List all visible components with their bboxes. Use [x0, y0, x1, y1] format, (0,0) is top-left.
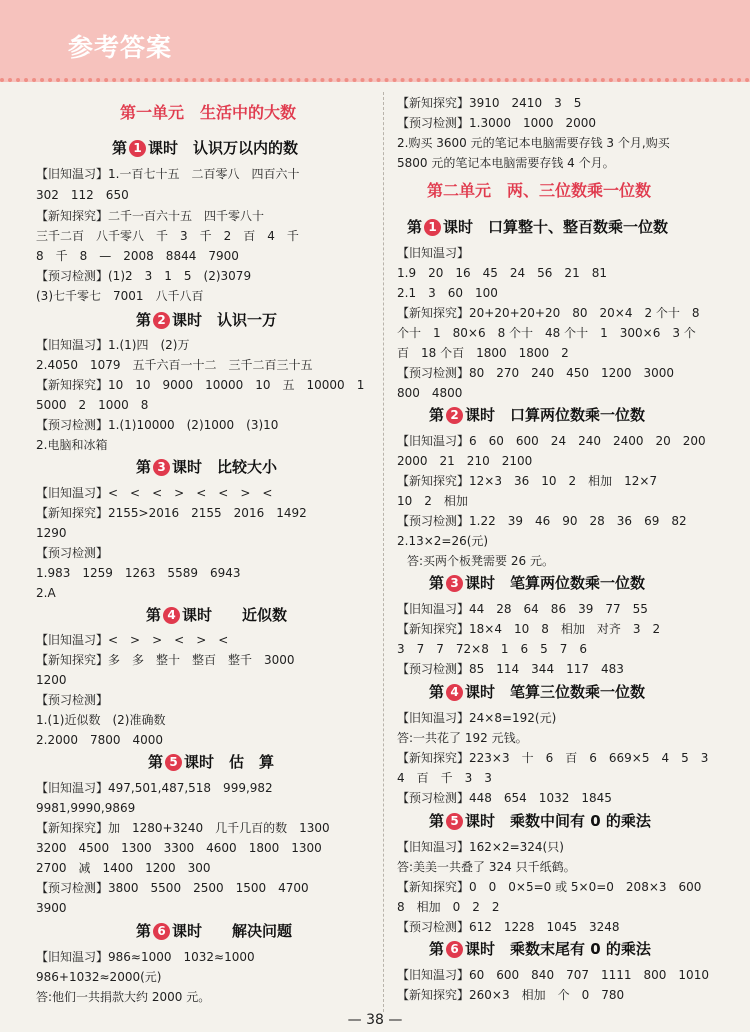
answer-line: 【新知探究】20+20+20+20 80 20×4 2 个十 8 [397, 306, 700, 320]
answer-line: 1200 [36, 673, 67, 687]
answer-line: 【新知探究】12×3 36 10 2 相加 12×7 [397, 474, 658, 488]
answer-line: 【旧知温习】60 600 840 707 1111 800 1010 [397, 968, 709, 982]
answer-line: 5000 2 1000 8 [36, 398, 149, 412]
page-title: 参考答案 [68, 33, 173, 62]
answer-line: 【旧知温习】24×8=192(元) [397, 711, 557, 725]
answer-line: 【旧知温习】986≈1000 1032≈1000 [36, 950, 255, 964]
lesson-number-badge: 2 [446, 407, 463, 424]
answer-line: 个十 1 80×6 8 个十 48 个十 1 300×6 3 个 [397, 326, 696, 340]
lesson-number-badge: 5 [165, 754, 182, 771]
answer-line: 1.9 20 16 45 24 56 21 81 [397, 266, 607, 280]
answer-line: 2.4050 1079 五千六百一十二 三千二百三十五 [36, 358, 313, 372]
lesson-1-title: 第 1 课时 认识万以内的数 [112, 139, 299, 157]
answer-line: 【旧知温习】 [397, 246, 470, 260]
answer-line: 【新知探究】加 1280+3240 几千几百的数 1300 [36, 821, 330, 835]
lesson-number-badge: 3 [446, 575, 463, 592]
lesson-4-title: 第 4 课时 笔算三位数乘一位数 [429, 683, 646, 701]
answer-line: 9981,9990,9869 [36, 801, 136, 815]
lesson-6-title: 第 6 课时 解决问题 [136, 922, 293, 940]
answer-line: 【预习检测】 [36, 693, 109, 707]
answer-line: 800 4800 [397, 386, 463, 400]
answer-line: 【新知探究】260×3 相加 个 0 780 [397, 988, 625, 1002]
answer-line: 【预习检测】1.22 39 46 90 28 36 69 82 [397, 514, 687, 528]
answer-line: 【预习检测】1.3000 1000 2000 [397, 116, 597, 130]
answer-line: 1.(1)近似数 (2)准确数 [36, 713, 166, 727]
answer-line: 5800 元的笔记本电脑需要存钱 4 个月。 [397, 156, 615, 170]
answer-line: 【旧知温习】< < < > < < > < [36, 486, 273, 500]
lesson-number-badge: 1 [424, 219, 441, 236]
answer-line: 【新知探究】多 多 整十 整百 整千 3000 [36, 653, 295, 667]
lesson-3-title: 第 3 课时 笔算两位数乘一位数 [429, 574, 646, 592]
lesson-1-title: 第 1 课时 口算整十、整百数乘一位数 [407, 218, 669, 236]
answer-line: 3200 4500 1300 3300 4600 1800 1300 [36, 841, 322, 855]
answer-line: 986+1032≈2000(元) [36, 970, 162, 984]
answer-line: 【预习检测】85 114 344 117 483 [397, 662, 624, 676]
lesson-2-title: 第 2 课时 认识一万 [136, 311, 278, 329]
answer-line: 【旧知温习】1.一百七十五 二百零八 四百六十 [36, 167, 300, 181]
answer-line: 【新知探究】223×3 十 6 百 6 669×5 4 5 3 [397, 751, 709, 765]
lesson-number-badge: 3 [153, 459, 170, 476]
lesson-3-title: 第 3 课时 比较大小 [136, 458, 278, 476]
answer-line: 8 相加 0 2 2 [397, 900, 500, 914]
answer-line: 答:美美一共叠了 324 只千纸鹤。 [397, 860, 576, 874]
answer-line: 2.A [36, 586, 56, 600]
lesson-6-title: 第 6 课时 乘数末尾有 0 的乘法 [429, 940, 651, 958]
answer-line: 百 18 个百 1800 1800 2 [397, 346, 569, 360]
lesson-5-title: 第 5 课时 乘数中间有 0 的乘法 [429, 812, 651, 830]
lesson-4-title: 第 4 课时 近似数 [146, 606, 288, 624]
answer-line: 【旧知温习】< > > < > < [36, 633, 229, 647]
answer-line: 【预习检测】1.(1)10000 (2)1000 (3)10 [36, 418, 279, 432]
answer-line: 【新知探究】0 0 0×5=0 或 5×0=0 208×3 600 [397, 880, 702, 894]
answer-line: 2.电脑和冰箱 [36, 438, 108, 452]
answer-line: 答:买两个板凳需要 26 元。 [407, 554, 554, 568]
answer-line: 答:他们一共捐款大约 2000 元。 [36, 990, 211, 1004]
lesson-number-badge: 5 [446, 813, 463, 830]
unit-2-title: 第二单元 两、三位数乘一位数 [427, 181, 652, 200]
answer-line: 4 百 千 3 3 [397, 771, 492, 785]
lesson-2-title: 第 2 课时 口算两位数乘一位数 [429, 406, 646, 424]
answer-line: 【预习检测】80 270 240 450 1200 3000 [397, 366, 675, 380]
answer-line: 【旧知温习】162×2=324(只) [397, 840, 564, 854]
answer-line: 【预习检测】612 1228 1045 3248 [397, 920, 620, 934]
answer-line: 【新知探究】二千一百六十五 四千零八十 [36, 209, 265, 223]
answer-line: 2.购买 3600 元的笔记本电脑需要存钱 3 个月,购买 [397, 136, 670, 150]
answer-line: 2.2000 7800 4000 [36, 733, 164, 747]
answer-line: 10 2 相加 [397, 494, 468, 508]
answer-line: 三千二百 八千零八 千 3 千 2 百 4 千 [36, 229, 299, 243]
header-band [0, 0, 750, 82]
answer-line: 【旧知温习】1.(1)四 (2)万 [36, 338, 190, 352]
page-number: — 38 — [347, 1012, 403, 1028]
answer-line: 【旧知温习】44 28 64 86 39 77 55 [397, 602, 648, 616]
answer-line: 【预习检测】3800 5500 2500 1500 4700 [36, 881, 309, 895]
answer-line: 【新知探究】3910 2410 3 5 [397, 96, 582, 110]
answer-line: 【新知探究】2155>2016 2155 2016 1492 [36, 506, 307, 520]
answer-line: 1.983 1259 1263 5589 6943 [36, 566, 241, 580]
answer-line: 【预习检测】448 654 1032 1845 [397, 791, 612, 805]
lesson-5-title: 第 5 课时 估 算 [148, 753, 275, 771]
answer-line: (3)七千零七 7001 八千八百 [36, 289, 204, 303]
lesson-number-badge: 4 [446, 684, 463, 701]
column-divider [383, 92, 384, 1012]
lesson-number-badge: 6 [446, 941, 463, 958]
answer-line: 【预习检测】 [36, 546, 109, 560]
answer-line: 2000 21 210 2100 [397, 454, 533, 468]
answer-line: 【新知探究】18×4 10 8 相加 对齐 3 2 [397, 622, 661, 636]
unit-1-title: 第一单元 生活中的大数 [120, 103, 297, 122]
answer-line: 1290 [36, 526, 67, 540]
answer-line: 答:一共花了 192 元钱。 [397, 731, 528, 745]
answer-line: 【预习检测】(1)2 3 1 5 (2)3079 [36, 269, 252, 283]
answer-line: 3900 [36, 901, 67, 915]
lesson-number-badge: 6 [153, 923, 170, 940]
answer-line: 302 112 650 [36, 188, 129, 202]
lesson-number-badge: 2 [153, 312, 170, 329]
answer-line: 【旧知温习】497,501,487,518 999,982 [36, 781, 273, 795]
lesson-number-badge: 1 [129, 140, 146, 157]
answer-line: 3 7 7 72×8 1 6 5 7 6 [397, 642, 588, 656]
answer-line: 2.13×2=26(元) [397, 534, 489, 548]
lesson-number-badge: 4 [163, 607, 180, 624]
answer-line: 2.1 3 60 100 [397, 286, 498, 300]
answer-line: 8 千 8 — 2008 8844 7900 [36, 249, 239, 263]
answer-line: 2700 减 1400 1200 300 [36, 861, 211, 875]
answer-line: 【旧知温习】6 60 600 24 240 2400 20 200 [397, 434, 706, 448]
answer-line: 【新知探究】10 10 9000 10000 10 五 10000 1 [36, 378, 365, 392]
